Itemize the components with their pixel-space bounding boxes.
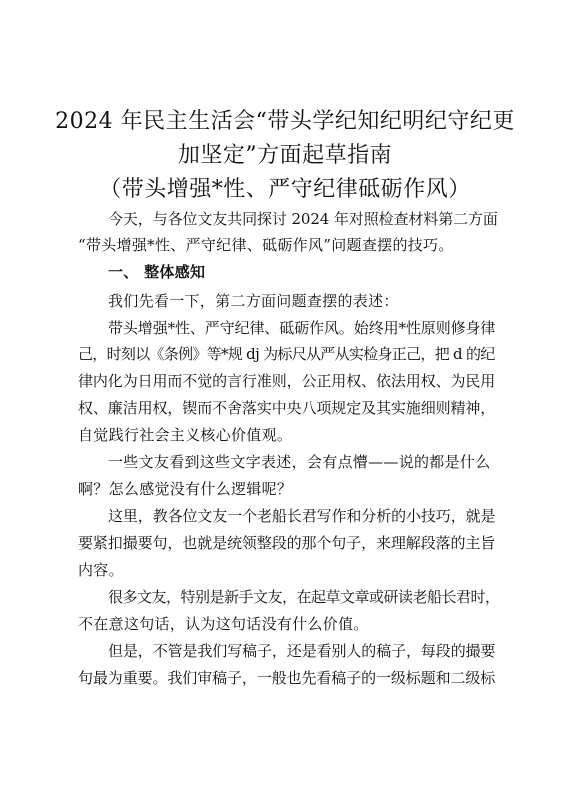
- body-line-15: 不在意这句话，认为这句话没有什么价值。: [78, 615, 369, 633]
- body-line-2: “带头增强*性、严守纪律、砥砺作风”问题查摆的技巧。: [78, 236, 454, 254]
- document-title-line-2: 加坚定”方面起草指南: [177, 143, 393, 168]
- body-line-5: 己，时刻以《条例》等*规 dj 为标尺从严从实检身正己，把 d 的纪: [78, 345, 495, 363]
- body-line-17: 句最为重要。我们审稿子，一般也先看稿子的一级标题和二级标: [78, 669, 496, 687]
- body-line-6: 律内化为日用而不觉的言行准则，公正用权、依法用权、为民用: [78, 372, 496, 390]
- body-line-8: 自觉践行社会主义核心价值观。: [78, 426, 293, 444]
- body-line-4: 带头增强*性、严守纪律、砥砺作风。始终用*性原则修身律: [108, 319, 496, 337]
- body-line-7: 权、廉洁用权，锲而不舍落实中央八项规定及其实施细则精神，: [78, 399, 496, 417]
- section-heading: 一、 整体感知: [108, 263, 206, 281]
- body-line-16: 但是，不管是我们写稿子，还是看别人的稿子，每段的撮要: [108, 642, 496, 660]
- body-line-1: 今天，与各位文友共同探讨 2024 年对照检查材料第二方面: [108, 210, 498, 228]
- document-title-line-3: （带头增强*性、严守纪律砥砺作风）: [99, 177, 471, 202]
- body-line-3: 我们先看一下，第二方面问题查摆的表述：: [108, 292, 399, 310]
- body-line-11: 这里，教各位文友一个老船长君写作和分析的小技巧，就是: [108, 507, 496, 525]
- body-line-9: 一些文友看到这些文字表述，会有点懵——说的都是什么: [108, 453, 491, 471]
- body-line-13: 内容。: [78, 561, 124, 579]
- body-line-12: 要紧扣撮要句，也就是统领整段的那个句子，来理解段落的主旨: [78, 534, 496, 552]
- body-line-10: 啊？怎么感觉没有什么逻辑呢？: [78, 480, 293, 498]
- body-line-14: 很多文友，特别是新手文友，在起草文章或研读老船长君时，: [108, 588, 500, 606]
- document-title-line-1: 2024 年民主生活会“带头学纪知纪明纪守纪更: [55, 109, 515, 134]
